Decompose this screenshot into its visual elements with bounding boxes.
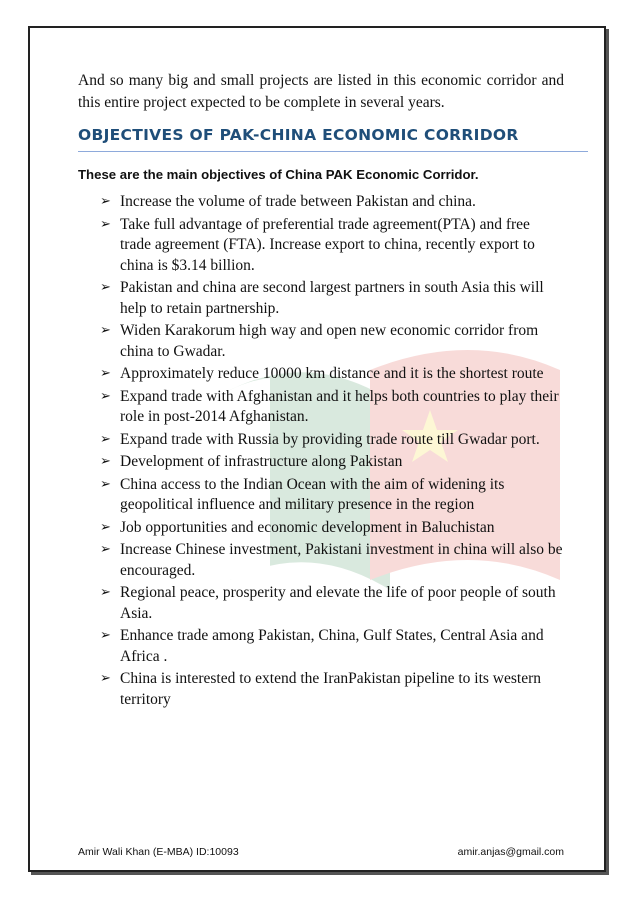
- arrow-bullet-icon: ➢: [100, 628, 111, 643]
- intro-paragraph: And so many big and small projects are listed in this economic corridor and this entire project expected to be complete in several years.: [78, 72, 564, 111]
- list-item: ➢ Widen Karakorum high way and open new economic corridor from china to Gwadar.: [100, 322, 539, 360]
- list-item: ➢ Expand trade with Russia by providing trade route till Gwadar port.: [100, 430, 564, 451]
- objectives-list: [78, 192, 564, 710]
- list-item: ➢ Increase Chinese investment, Pakistani investment in china will also be encouraged.: [100, 541, 563, 579]
- arrow-bullet-icon: ➢: [100, 366, 111, 381]
- section-heading: OBJECTIVES OF PAK-CHINA ECONOMIC CORRIDOR: [78, 124, 588, 152]
- objectives-subheading: These are the main objectives of China PAK Economic Corridor.: [78, 167, 479, 182]
- arrow-bullet-icon: ➢: [100, 280, 111, 295]
- list-item: ➢ Development of infrastructure along Pakistan: [100, 452, 564, 473]
- footer-author: Amir Wali Khan (E-MBA) ID:10093: [78, 846, 239, 858]
- arrow-bullet-icon: ➢: [100, 585, 111, 600]
- arrow-bullet-icon: ➢: [100, 476, 111, 492]
- document-body: [78, 70, 564, 712]
- arrow-bullet-icon: ➢: [100, 194, 111, 209]
- arrow-bullet-icon: ➢: [100, 388, 111, 404]
- list-item: ➢ China access to the Indian Ocean with the aim of widening its geopolitical influence and military presence in the region: [100, 475, 505, 513]
- list-item: ➢ Enhance trade among Pakistan, China, Gulf States, Central Asia and Africa .: [100, 627, 544, 665]
- list-item: ➢ Expand trade with Afghanistan and it helps both countries to play their role in post-2014 Afghanistan.: [100, 387, 559, 425]
- list-item: ➢ Pakistan and china are second largest partners in south Asia this will help to retain partnership.: [100, 279, 544, 317]
- page-footer: [78, 846, 564, 858]
- arrow-bullet-icon: ➢: [100, 454, 111, 469]
- list-item: ➢ Approximately reduce 10000 km distance and it is the shortest route: [100, 364, 564, 385]
- arrow-bullet-icon: ➢: [100, 519, 111, 535]
- list-item: ➢ Regional peace, prosperity and elevate the life of poor people of south Asia.: [100, 584, 556, 622]
- footer-email: amir.anjas@gmail.com: [457, 846, 564, 858]
- arrow-bullet-icon: ➢: [100, 542, 111, 557]
- arrow-bullet-icon: ➢: [100, 431, 111, 447]
- arrow-bullet-icon: ➢: [100, 671, 111, 686]
- list-item: ➢ Increase the volume of trade between Pakistan and china.: [100, 192, 564, 213]
- list-item: ➢ China is interested to extend the IranPakistan pipeline to its western territory: [100, 670, 541, 708]
- list-item: ➢ Take full advantage of preferential trade agreement(PTA) and free trade agreement (FTA). Increase export to china, recently export to china is $3.14 billion.: [100, 215, 535, 274]
- arrow-bullet-icon: ➢: [100, 216, 111, 232]
- list-item: ➢ Job opportunities and economic development in Baluchistan: [100, 518, 564, 539]
- arrow-bullet-icon: ➢: [100, 323, 111, 338]
